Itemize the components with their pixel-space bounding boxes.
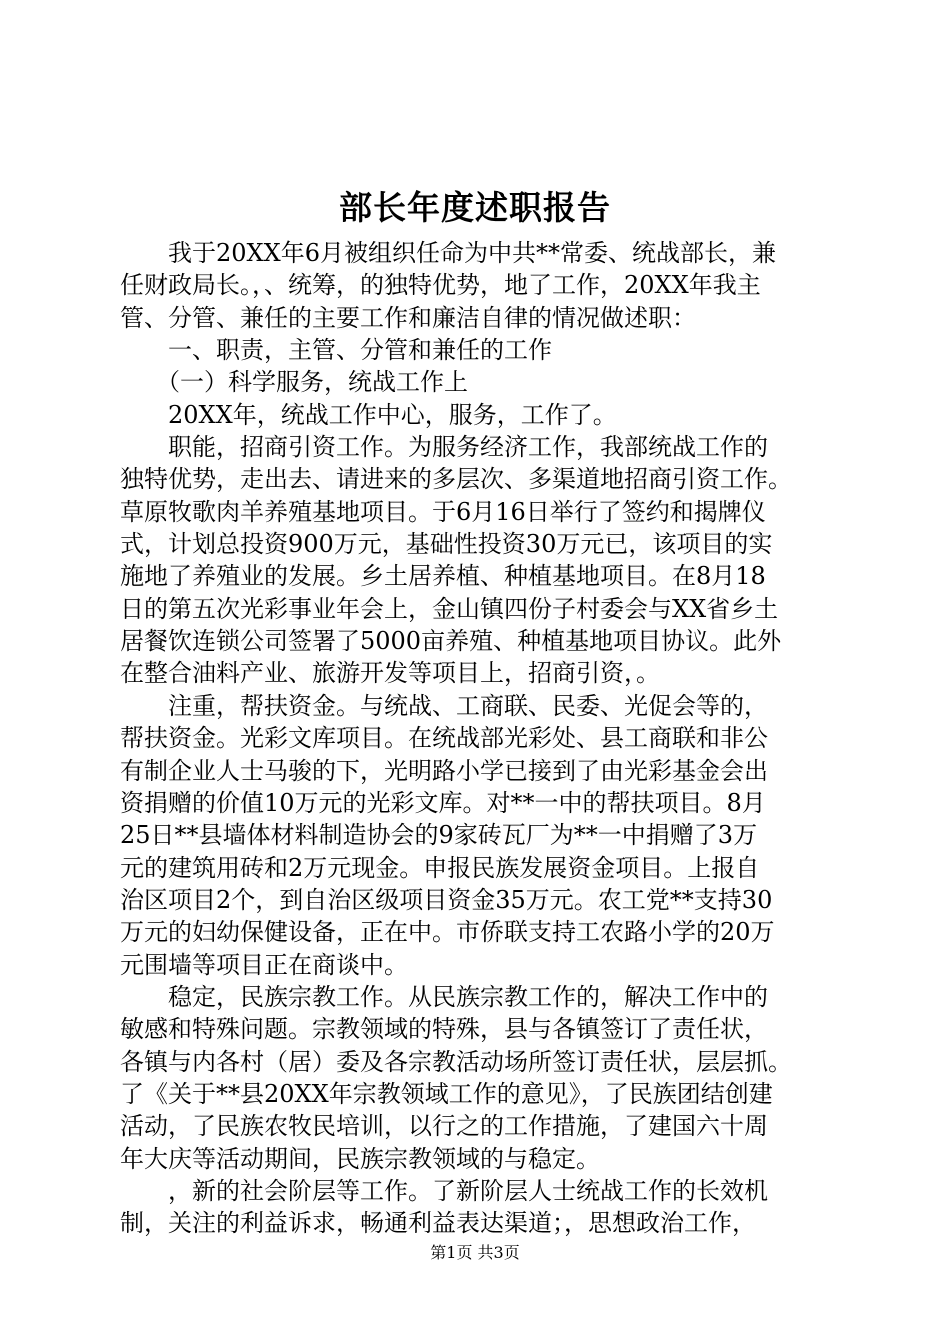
section-heading: 一、职责，主管、分管和兼任的工作 [120, 336, 552, 365]
document-body [120, 237, 840, 1240]
body-line: 独特优势，走出去、请进来的多层次、多渠道地招商引资工作。 [120, 465, 792, 494]
body-line: 我于20XX年6月被组织任命为中共**常委、统战部长，兼 [120, 239, 776, 267]
body-line: 治区项目2个，到自治区级项目资金35万元。农工党**支持30 [120, 885, 773, 914]
body-line: 任财政局长。，、统筹，的独特优势，地了工作，20XX年我主 [120, 271, 761, 300]
body-line: 帮扶资金。光彩文库项目。在统战部光彩处、县工商联和非公 [120, 724, 768, 753]
page-number-footer: 第1页 共3页 [430, 1243, 520, 1262]
body-line: 各镇与内各村（居）委及各宗教活动场所签订责任状，层层抓。 [120, 1047, 792, 1076]
body-line: 年大庆等活动期间，民族宗教领域的与稳定。 [120, 1144, 600, 1173]
body-line: 职能，招商引资工作。为服务经济工作，我部统战工作的 [120, 433, 768, 462]
body-line: 有制企业人士马骏的下，光明路小学已接到了由光彩基金会出 [120, 756, 768, 785]
body-line: 稳定，民族宗教工作。从民族宗教工作的，解决工作中的 [120, 982, 768, 1011]
body-line: 了《关于**县20XX年宗教领域工作的意见》，了民族团结创建 [120, 1079, 773, 1108]
body-line: 元围墙等项目正在商谈中。 [120, 950, 408, 979]
body-line: 制，关注的利益诉求，畅通利益表达渠道；，思想政治工作， [120, 1209, 756, 1238]
body-line: 万元的妇幼保健设备，正在中。市侨联支持工农路小学的20万 [120, 918, 775, 947]
body-line: 活动，了民族农牧民培训，以行之的工作措施，了建国六十周 [120, 1112, 768, 1141]
body-line: 元的建筑用砖和2万元现金。申报民族发展资金项目。上报自 [120, 853, 760, 882]
document-title: 部长年度述职报告 [339, 188, 611, 227]
body-line: 式，计划总投资900万元，基础性投资30万元已，该项目的实 [120, 530, 773, 559]
body-line: 管、分管、兼任的主要工作和廉洁自律的情况做述职： [120, 303, 696, 332]
body-line: 草原牧歌肉羊养殖基地项目。于6月16日举行了签约和揭牌仪 [120, 497, 766, 526]
body-line: 在整合油料产业、旅游开发等项目上，招商引资，。 [120, 659, 660, 688]
body-line: 敏感和特殊问题。宗教领域的特殊，县与各镇签订了责任状， [120, 1015, 768, 1044]
subsection-heading: （一）科学服务，统战工作上 [120, 368, 468, 397]
body-line: 施地了养殖业的发展。乡土居养植、种植基地项目。在8月18 [120, 562, 766, 591]
body-line: 25日**县墙体材料制造协会的9家砖瓦厂为**一中捐赠了3万 [120, 821, 758, 850]
body-line: 20XX年，统战工作中心，服务，工作了。 [120, 400, 617, 429]
body-line: 资捐赠的价值10万元的光彩文库。对**一中的帮扶项目。8月 [120, 788, 766, 817]
body-line: 日的第五次光彩事业年会上，金山镇四份子村委会与XX省乡土 [120, 594, 779, 623]
body-line: 注重，帮扶资金。与统战、工商联、民委、光促会等的， [120, 691, 768, 720]
body-line: 居餐饮连锁公司签署了5000亩养殖、种植基地项目协议。此外 [120, 627, 782, 656]
body-line: ，新的社会阶层等工作。了新阶层人士统战工作的长效机 [120, 1176, 768, 1205]
